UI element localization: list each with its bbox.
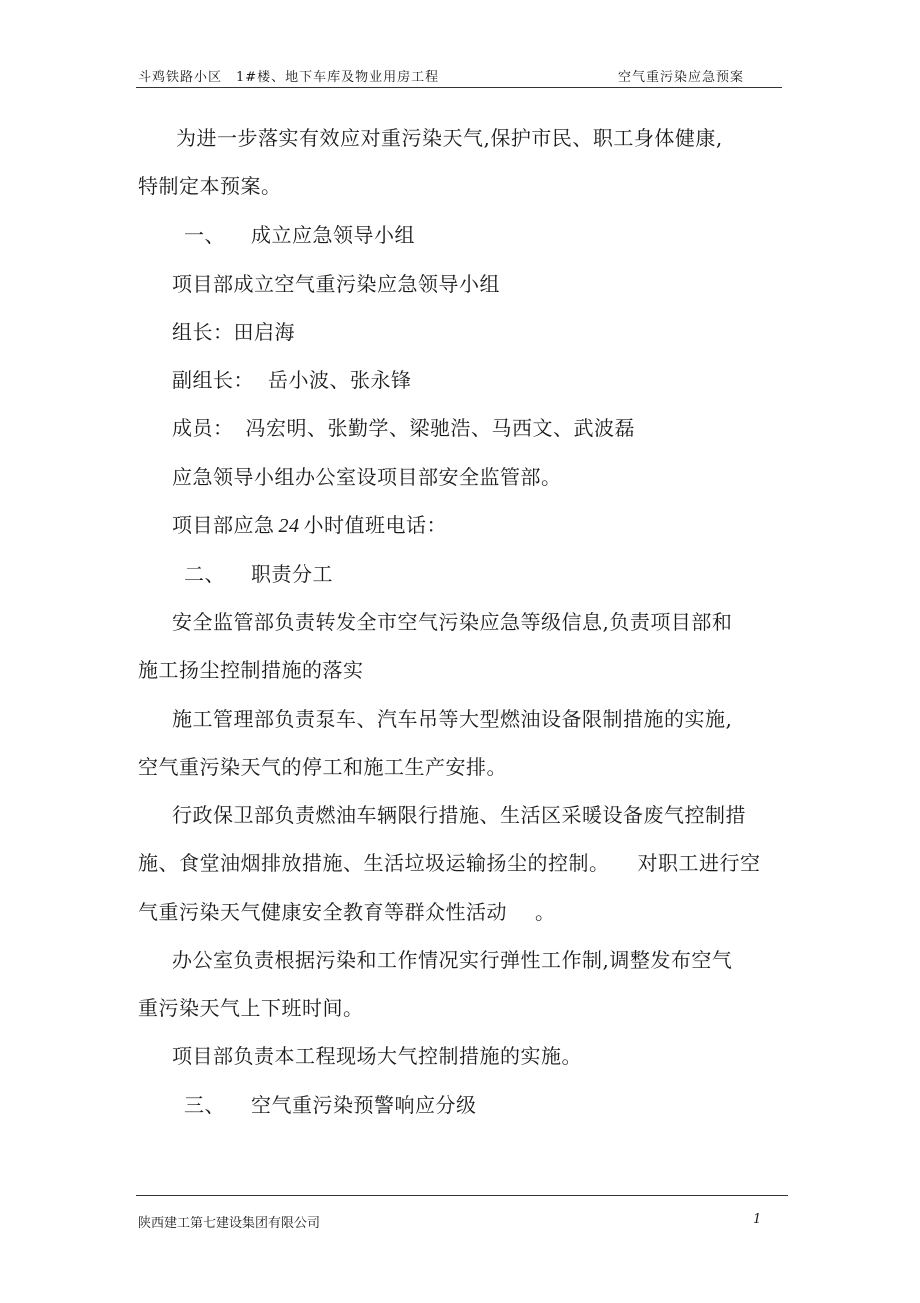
s1-hotline-hours: 24 [278,515,300,537]
s1-members-names: 冯宏明、张勤学、梁驰浩、马西文、武波磊 [245,416,635,440]
section-2-heading [184,562,333,586]
s2-p1-line-1: 安全监管部负责转发全市空气污染应急等级信息,负责项目部和 [172,610,733,634]
section-3-title: 空气重污染预警响应分级 [251,1093,477,1117]
footer-company: 陕西建工第七建设集团有限公司 [138,1216,321,1231]
page-number: 1 [753,1212,762,1227]
s2-p3-line-1: 行政保卫部负责燃油车辆限行措施、生活区采暖设备废气控制措 [172,803,746,827]
s2-p4-line-2: 重污染天气上下班时间。 [138,996,364,1020]
section-2-title: 职责分工 [251,562,333,586]
s1-deputy-row [172,368,412,392]
header-project-name: 斗鸡铁路小区 1#楼、地下车库及物业用房工程 [138,70,440,85]
header-divider [136,87,782,88]
s1-paragraph-1: 项目部成立空气重污染应急领导小组 [172,272,500,296]
section-1-number: 一、 [184,223,225,247]
header-document-title: 空气重污染应急预案 [618,70,745,85]
s2-p1-line-2: 施工扬尘控制措施的落实 [138,658,364,682]
s1-deputy-label: 副组长： [172,368,254,392]
s1-office: 应急领导小组办公室设项目部安全监管部。 [172,465,562,489]
intro-line-2: 特制定本预案。 [138,174,282,198]
s1-leader: 组长：田启海 [172,320,295,344]
s2-p4-line-1: 办公室负责根据污染和工作情况实行弹性工作制,调整发布空气 [172,948,733,972]
s1-members-label: 成员： [172,416,234,440]
s2-p3-line-2-part-a: 施、食堂油烟排放措施、生活垃圾运输扬尘的控制。 [138,851,610,875]
s2-p3-line-2-part-b: 对职工进行空 [637,851,761,875]
s2-p3-line-3-part-a: 气重污染天气健康安全教育等群众性活动 [138,900,507,924]
intro-line-1: 为进一步落实有效应对重污染天气,保护市民、职工身体健康, [176,126,723,150]
section-1-title: 成立应急领导小组 [251,223,415,247]
section-3-heading [184,1093,477,1117]
s1-members-row [172,416,635,440]
s1-deputy-names: 岳小波、张永锋 [268,368,412,392]
s2-p3-line-3-part-b: 。 [535,900,556,924]
s1-hotline [172,513,447,538]
section-1-heading [184,223,415,247]
s2-p3-line-3 [138,900,556,924]
footer-divider [136,1195,788,1196]
s2-p2-line-2: 空气重污染天气的停工和施工生产安排。 [138,755,507,779]
s2-p2-line-1: 施工管理部负责泵车、汽车吊等大型燃油设备限制措施的实施, [172,707,733,731]
s2-p5: 项目部负责本工程现场大气控制措施的实施。 [172,1044,582,1068]
section-3-number: 三、 [184,1093,225,1117]
s2-p3-line-2 [138,851,761,875]
s1-hotline-suffix: 小时值班电话： [303,513,447,537]
section-2-number: 二、 [184,562,225,586]
s1-hotline-prefix: 项目部应急 [172,513,275,537]
